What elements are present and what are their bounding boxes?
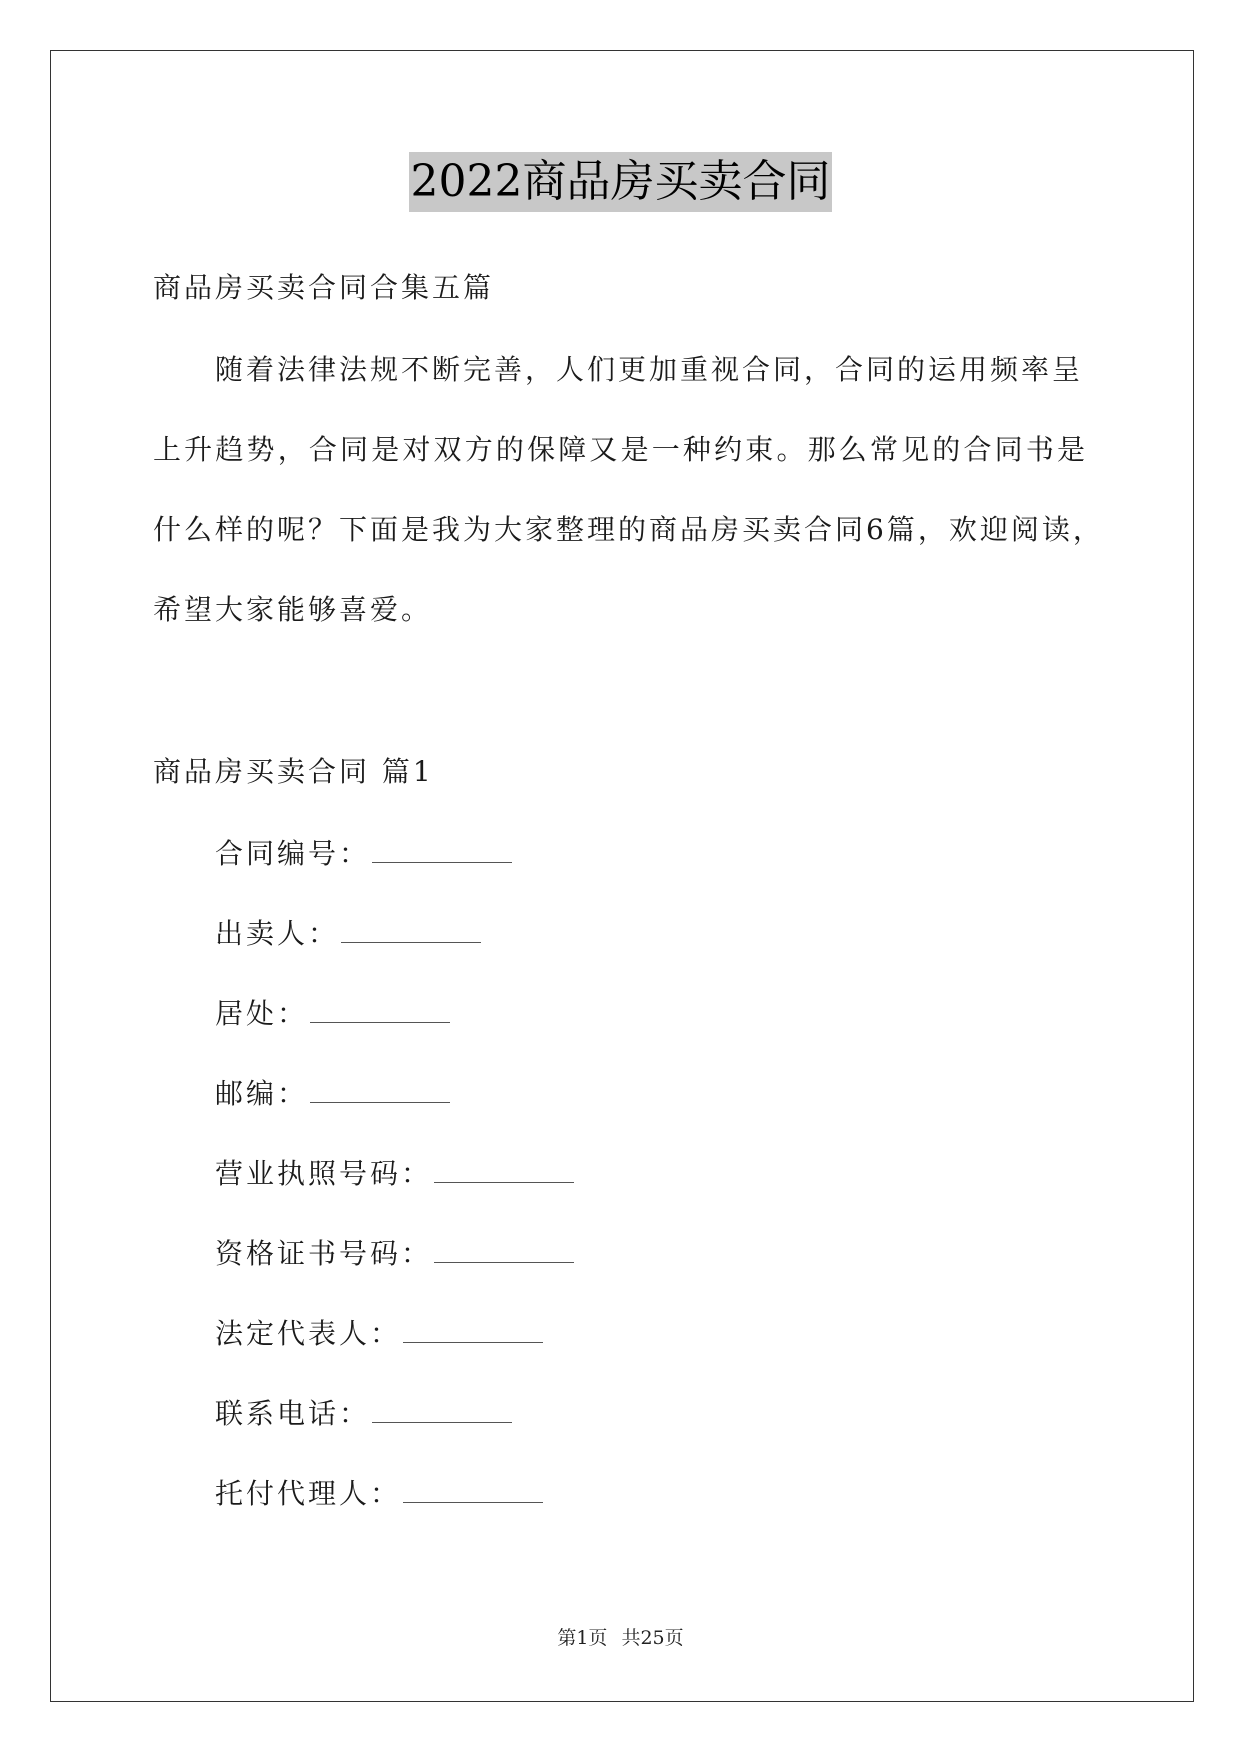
field-qualification-certificate: [215, 1232, 574, 1274]
fill-blank: [403, 1312, 543, 1343]
fill-blank: [341, 912, 481, 943]
field-address: [215, 992, 450, 1034]
field-label: 联系电话：: [215, 1397, 371, 1430]
page-total: 共25页: [621, 1627, 684, 1649]
intro-line-1: 随着法律法规不断完善，人们更加重视合同，合同的运用频率呈: [215, 353, 1084, 386]
field-label: 营业执照号码：: [215, 1157, 433, 1190]
field-contract-number: [215, 832, 512, 874]
fill-blank: [403, 1472, 543, 1503]
page-number: 第1页: [557, 1627, 608, 1649]
field-label: 居处：: [215, 997, 309, 1030]
section-heading: 商品房买卖合同 篇1: [153, 755, 434, 788]
field-label: 资格证书号码：: [215, 1237, 433, 1270]
intro-line-4: 希望大家能够喜爱。: [153, 593, 433, 626]
fill-blank: [372, 832, 512, 863]
field-legal-representative: [215, 1312, 543, 1354]
field-label: 法定代表人：: [215, 1317, 402, 1350]
document-title: 2022商品房买卖合同: [409, 152, 833, 212]
field-phone: [215, 1392, 512, 1434]
document-subtitle: 商品房买卖合同合集五篇: [153, 271, 495, 304]
fill-blank: [310, 1072, 450, 1103]
fill-blank: [434, 1152, 574, 1183]
field-business-license: [215, 1152, 574, 1194]
field-postcode: [215, 1072, 450, 1114]
fill-blank: [434, 1232, 574, 1263]
field-label: 托付代理人：: [215, 1477, 402, 1510]
field-label: 出卖人：: [215, 917, 340, 950]
fill-blank: [372, 1392, 512, 1423]
field-authorized-agent: [215, 1472, 543, 1514]
intro-line-3: 什么样的呢？下面是我为大家整理的商品房买卖合同6篇，欢迎阅读，: [153, 513, 1104, 546]
page-footer: [0, 1625, 1241, 1651]
title-container: [0, 152, 1241, 212]
field-seller: [215, 912, 481, 954]
fill-blank: [310, 992, 450, 1023]
field-label: 合同编号：: [215, 837, 371, 870]
field-label: 邮编：: [215, 1077, 309, 1110]
intro-line-2: 上升趋势，合同是对双方的保障又是一种约束。那么常见的合同书是: [153, 433, 1088, 466]
